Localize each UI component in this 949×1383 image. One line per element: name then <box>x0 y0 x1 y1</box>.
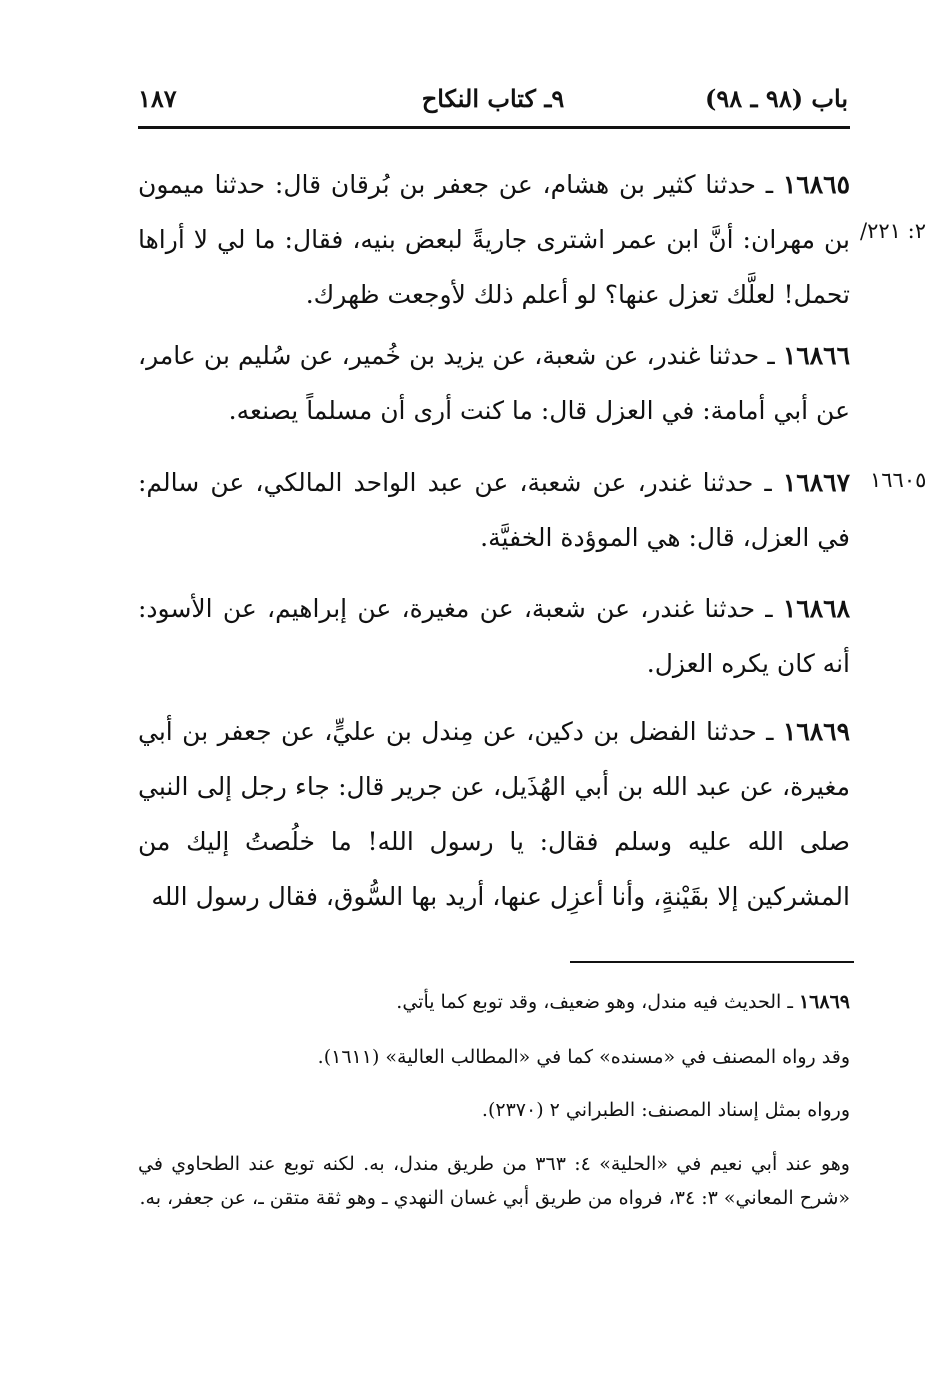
hadith-entry <box>138 157 850 322</box>
hadith-text: ـ حدثنا غندر، عن شعبة، عن عبد الواحد المالكي، عن سالم: في العزل، قال: هي الموؤدة الخفيَّة. <box>138 468 850 552</box>
footnote <box>138 1093 850 1127</box>
footnote <box>138 1147 850 1215</box>
hadith-number: ١٦٨٦٩ <box>782 717 850 746</box>
hadith-text: ـ حدثنا الفضل بن دكين، عن مِندل بن عليٍّ، عن جعفر بن أبي مغيرة، عن عبد الله بن أبي الهُذَيل، عن جرير قال: جاء رجل إلى النبي صلى الله عليه وسلم فقال: يا رسول الله! ما خلُصتُ إليك من المشركين إلا بقَيْنةٍ، وأنا أعزِل عنها، أريد بها السُّوق، فقال رسول الله <box>138 717 850 911</box>
footnote <box>138 985 850 1019</box>
margin-reference: ١٦٦٠٥ <box>870 468 927 492</box>
hadith-number: ١٦٨٦٨ <box>782 594 850 623</box>
hadith-number: ١٦٨٦٥ <box>782 170 850 199</box>
page-header <box>138 78 848 122</box>
margin-reference: /٢: ٢٢١ <box>860 219 926 243</box>
hadith-entry <box>138 704 850 924</box>
hadith-text: ـ حدثنا كثير بن هشام، عن جعفر بن بُرقان قال: حدثنا ميمون بن مهران: أنَّ ابن عمر اشترى جاريةً لبعض بنيه، فقال: ما لي لا أراها تحمل! لعلَّك تعزل عنها؟ لو أعلم ذلك لأوجعت ظهرك. <box>138 170 850 309</box>
page-number: ١٨٧ <box>138 84 177 113</box>
hadith-text: ـ حدثنا غندر، عن شعبة، عن يزيد بن خُمير، عن سُليم بن عامر، عن أبي أمامة: في العزل قال: ما كنت أرى أن مسلماً يصنعه. <box>138 341 850 425</box>
book-title: ٩ـ كتاب النكاح <box>421 84 565 113</box>
footnote-text: ورواه بمثل إسناد المصنف: الطبراني ٢ (٢٣٧٠). <box>481 1099 850 1121</box>
hadith-entry <box>138 455 850 565</box>
hadith-number: ١٦٨٦٧ <box>782 468 850 497</box>
header-divider <box>138 126 850 129</box>
hadith-entry <box>138 581 850 691</box>
chapter-heading: باب (٩٨ ـ ٩٨) <box>705 84 848 113</box>
hadith-text: ـ حدثنا غندر، عن شعبة، عن مغيرة، عن إبراهيم، عن الأسود: أنه كان يكره العزل. <box>138 594 850 678</box>
hadith-number: ١٦٨٦٦ <box>782 341 850 370</box>
footnote-divider <box>570 961 854 963</box>
footnote-text: ـ الحديث فيه مندل، وهو ضعيف، وقد توبع كما يأتي. <box>396 991 799 1013</box>
footnote <box>138 1040 850 1074</box>
footnote-text: وقد رواه المصنف في «مسنده» كما في «المطالب العالية» (١٦١١). <box>317 1046 850 1068</box>
footnote-number: ١٦٨٦٩ <box>798 991 850 1013</box>
footnote-text: وهو عند أبي نعيم في «الحلية» ٤: ٣٦٣ من طريق مندل، به. لكنه توبع عند الطحاوي في «شرح المعاني» ٣: ٣٤، فرواه من طريق أبي غسان النهدي ـ وهو ثقة متقن ـ، عن جعفر، به. <box>138 1153 850 1209</box>
hadith-entry <box>138 328 850 438</box>
